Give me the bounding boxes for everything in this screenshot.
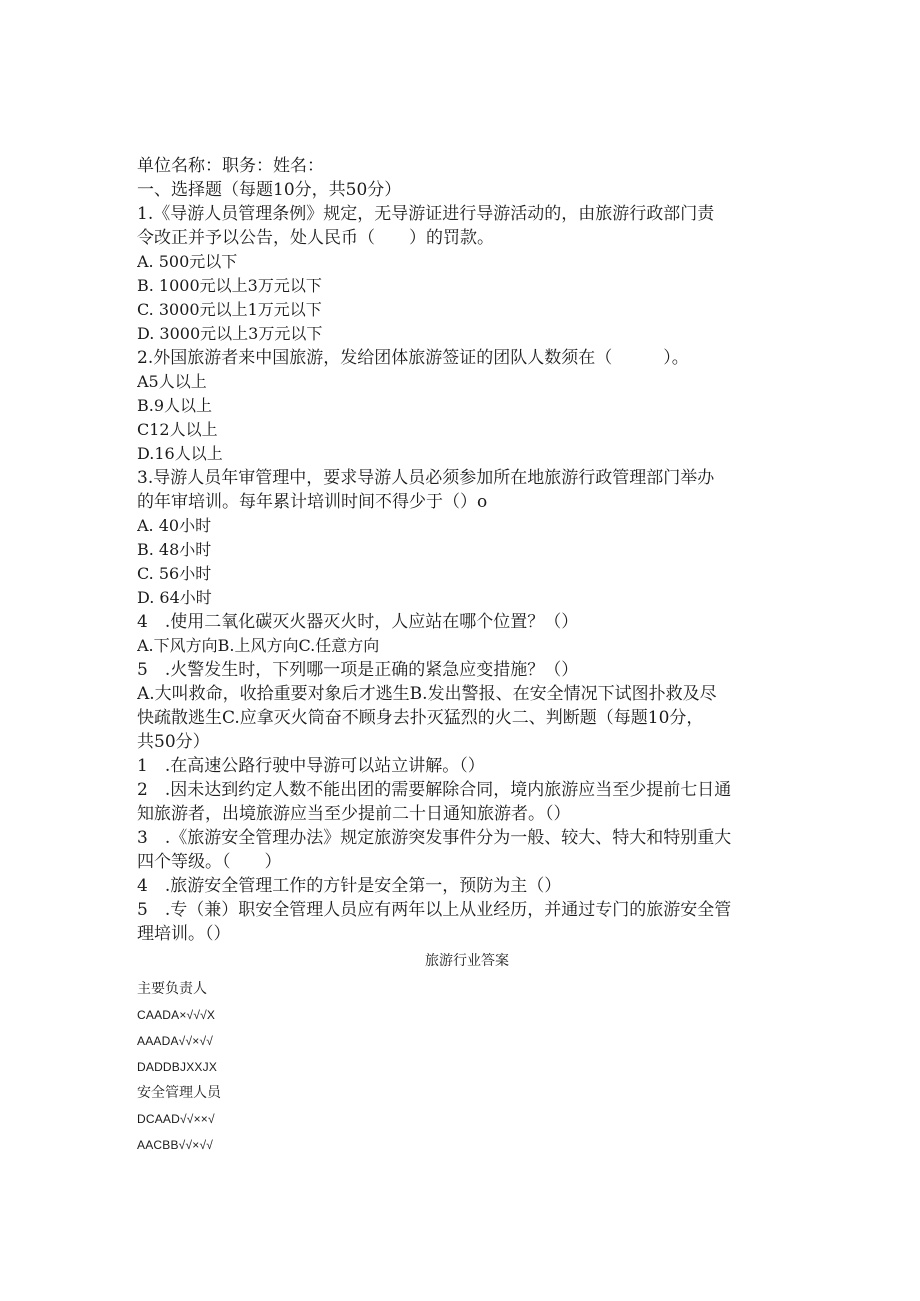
answers-title: 旅游行业答案 — [425, 953, 509, 969]
judgement-1: 1 .在高速公路行驶中导游可以站立讲解。（） — [137, 756, 485, 776]
judgement-3-line-1: 3 .《旅游安全管理办法》规定旅游突发事件分为一般、较大、特大和特别重大 — [137, 828, 732, 848]
question-1-option-d: D. 3000元以上3万元以下 — [137, 324, 323, 343]
question-5-line-3: 快疏散逃生C.应拿灭火筒奋不顾身去扑灭猛烈的火二、判断题（每题10分， — [137, 708, 704, 728]
question-3-line-2: 的年审培训。每年累计培训时间不得少于（）o — [137, 492, 488, 512]
judgement-5-line-2: 理培训。（） — [137, 924, 231, 944]
question-2-option-b: B.9人以上 — [137, 396, 213, 415]
judgement-5-line-1: 5 .专（兼）职安全管理人员应有两年以上从业经历，并通过专门的旅游安全管 — [137, 900, 732, 920]
answers-group-2-row-2: AACBB√√×√√ — [137, 1138, 214, 1152]
question-5-line-2: A.大叫救命，收拾重要对象后才逃生B.发出警报、在安全情况下试图扑救及尽 — [137, 684, 717, 704]
question-3-line-1: 3.导游人员年审管理中，要求导游人员必须参加所在地旅游行政管理部门举办 — [137, 468, 715, 488]
question-3-option-c: C. 56小时 — [137, 564, 212, 583]
question-3-option-b: B. 48小时 — [137, 540, 212, 559]
question-1-line-2: 令改正并予以公告，处人民币（ ）的罚款。 — [137, 228, 494, 248]
info-line: 单位名称：职务：姓名： — [137, 156, 324, 176]
judgement-3-line-2: 四个等级。（ ） — [137, 852, 282, 872]
answers-group-2-row-1: DCAAD√√××√ — [137, 1112, 215, 1126]
document-page — [137, 154, 797, 1158]
section-title-choice: 一、选择题（每题10分，共50分） — [137, 180, 402, 200]
question-2-option-d: D.16人以上 — [137, 444, 223, 463]
question-1-option-c: C. 3000元以上1万元以下 — [137, 300, 322, 319]
question-1-option-b: B. 1000元以上3万元以下 — [137, 276, 322, 295]
judgement-2-line-1: 2 .因未达到约定人数不能出团的需要解除合同，境内旅游应当至少提前七日通 — [137, 780, 732, 800]
judgement-2-line-2: 知旅游者，出境旅游应当至少提前二十日通知旅游者。（） — [137, 804, 571, 824]
answers-group-1-row-3: DADDBJXXJX — [137, 1060, 218, 1074]
question-2-option-c: C12人以上 — [137, 420, 218, 439]
question-3-option-a: A. 40小时 — [137, 516, 212, 535]
question-2-option-a: A5人以上 — [137, 372, 207, 391]
question-1-option-a: A. 500元以下 — [137, 252, 238, 271]
answers-group-1-label: 主要负责人 — [137, 981, 207, 997]
answers-group-1-row-2: AAADA√√×√√ — [137, 1034, 214, 1048]
answers-group-2-label: 安全管理人员 — [137, 1085, 221, 1101]
answers-group-1-row-1: CAADA×√√√X — [137, 1008, 216, 1022]
question-1-line-1: 1.《导游人员管理条例》规定，无导游证进行导游活动的，由旅游行政部门责 — [137, 204, 715, 224]
question-4-options: A.下风方向B.上风方向C.任意方向 — [137, 636, 380, 655]
question-5-line-1: 5 .火警发生时，下列哪一项是正确的紧急应变措施？（） — [137, 660, 579, 680]
judgement-4: 4 .旅游安全管理工作的方针是安全第一，预防为主（） — [137, 876, 562, 896]
question-5-line-4: 共50分） — [137, 732, 210, 752]
question-2-line-1: 2.外国旅游者来中国旅游，发给团体旅游签证的团队人数须在（ ）。 — [137, 348, 689, 368]
question-3-option-d: D. 64小时 — [137, 588, 212, 607]
question-4-line-1: 4 .使用二氧化碳灭火器灭火时，人应站在哪个位置？（） — [137, 612, 579, 632]
